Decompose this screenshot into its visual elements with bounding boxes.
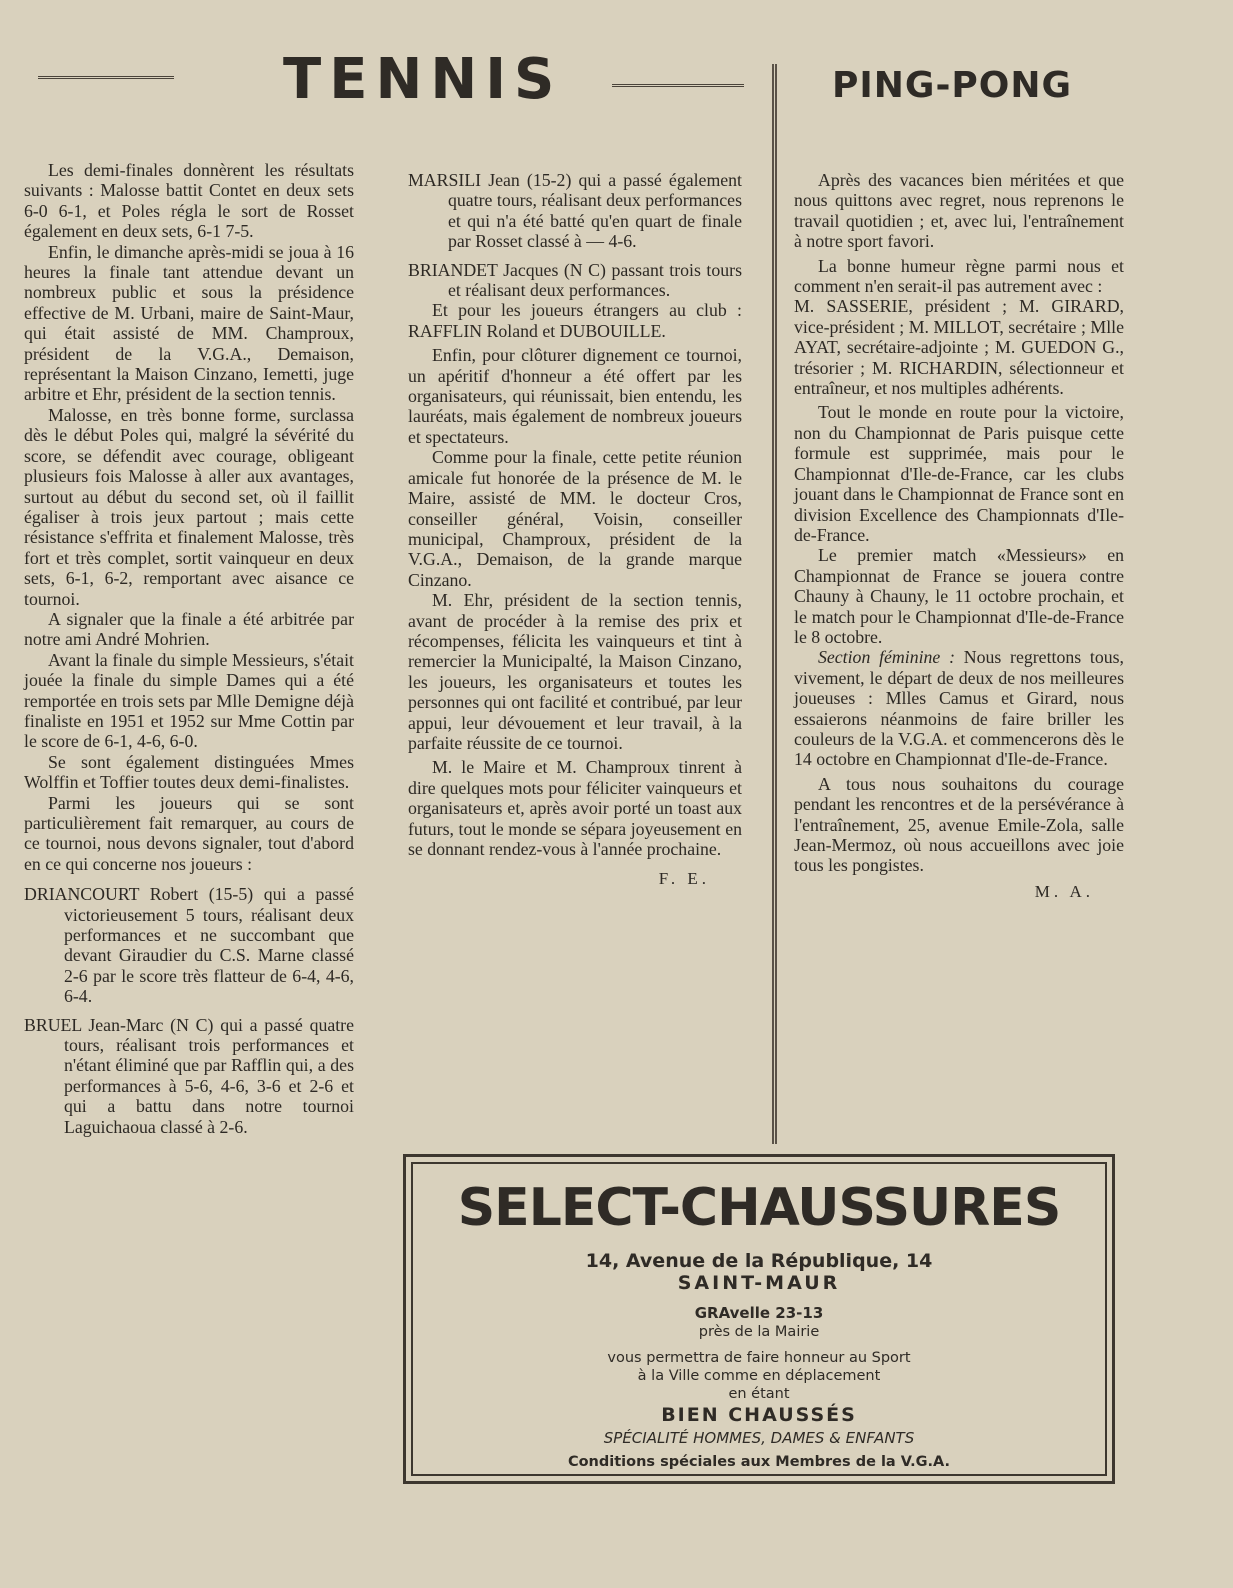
pingpong-heading: PING-PONG xyxy=(832,65,1073,106)
feminine-text: Nous regrettons tous, vivement, le départ de deux de nos meilleures joueuses : Mlles Camus et Girard, nous essaierons néanmoins de faire briller les couleurs de la V.G.A. et commencerons dès le 14 octobre en Championnat d'Ile-de-France. xyxy=(794,647,1124,770)
ad-line-3: en étant xyxy=(728,1386,790,1402)
ad-near: près de la Mairie xyxy=(698,1324,820,1340)
advertisement xyxy=(403,1154,1115,1484)
article-paragraph: Le premier match «Messieurs» en Championnat de France se jouera contre Chauny à Chauny, le 11 octobre prochain, et le match pour le Championnat d'Ile-de-France le 8 octobre. xyxy=(794,545,1124,647)
player-entry: MARSILI Jean (15-2) qui a passé également quatre tours, réalisant deux performances et qui n'a été batté qu'en quart de finale par Rosset classé à — 4-6. xyxy=(408,170,742,252)
article-paragraph: Les demi-finales donnèrent les résultats suivants : Malosse battit Contet en deux sets 6-0 6-1, et Poles régla le sort de Rosset également en deux sets, 6-1 7-5. xyxy=(24,160,354,242)
player-entry: BRIANDET Jacques (N C) passant trois tours et réalisant deux performances. xyxy=(408,259,742,301)
ad-bien-chausses: BIEN CHAUSSÉS xyxy=(661,1404,857,1426)
article-paragraph: Après des vacances bien méritées et que nous quittons avec regret, nous reprenons le travail quotidien ; et, avec lui, l'entraînement à notre sport favori. xyxy=(794,170,1124,252)
article-paragraph: La bonne humeur règne parmi nous et comment n'en serait-il pas autrement avec : xyxy=(794,255,1124,297)
pingpong-column xyxy=(794,170,1124,902)
article-paragraph: M. le Maire et M. Champroux tinrent à dire quelques mots pour féliciter vainqueurs et organisateurs et, après avoir porté un toast aux futurs, tout le monde se sépara joyeusement en se donnant rendez-vous à l'année prochaine. xyxy=(408,757,742,859)
player-entry: DRIANCOURT Robert (15-5) qui a passé victorieusement 5 tours, réalisant deux performances et ne succombant que devant Giraudier du C.S. Marne classé 2-6 par le score très flatteur de 6-4, 4-6, 6-4. xyxy=(24,884,354,1007)
ad-speciality: SPÉCIALITÉ HOMMES, DAMES & ENFANTS xyxy=(603,1429,915,1447)
article-paragraph: A tous nous souhaitons du courage pendant les rencontres et de la persévérance à l'entraînement, 25, avenue Emile-Zola, salle Jean-Mermoz, où nous accueillons avec joie tous les pongistes. xyxy=(794,773,1124,876)
pingpong-signature: M. A. xyxy=(1034,881,1094,901)
advertisement-inner-frame xyxy=(411,1162,1107,1476)
feminine-label: Section féminine : xyxy=(818,647,955,668)
feminine-paragraph xyxy=(794,647,1124,769)
ad-line-2: à la Ville comme en déplacement xyxy=(637,1368,881,1384)
right-title-rule xyxy=(612,84,744,87)
tennis-column-1 xyxy=(24,160,354,1137)
officers-list: M. SASSERIE, président ; M. GIRARD, vice-président ; M. MILLOT, secrétaire ; Mlle AYAT, secrétaire-adjointe ; M. GUEDON G., trésorier ; M. RICHARDIN, sélectionneur et entraîneur, et nos multiples adhérents. xyxy=(794,296,1124,399)
ad-phone: GRAvelle 23-13 xyxy=(694,1304,824,1322)
article-paragraph: Malosse, en très bonne forme, surclassa dès le début Poles qui, malgré la sévérité du score, se défendit avec courage, obligeant plusieurs fois Malosse à aller aux avantages, surtout au début du second set, où il faillit égaliser à trois jeux partout ; mais cette résistance s'effrita et finalement Malosse, très fort et très complet, sortit vainqueur en deux sets, 6-1, 6-2, remportant avec aisance ce tournoi. xyxy=(24,404,354,609)
ad-shop-name: SELECT-CHAUSSURES xyxy=(457,1178,1061,1238)
left-title-rule xyxy=(38,76,174,79)
article-paragraph: M. Ehr, président de la section tennis, avant de procéder à la remise des prix et récompenses, félicita les vainqueurs et tint à remercier la Municipalté, la Maison Cinzano, les joueurs, les organisateurs et toutes les personnes qui ont facilité et contribué, par leur appui, leur dévouement et leur travail, à la parfaite réussite de ce tournoi. xyxy=(408,590,742,753)
article-paragraph: Enfin, pour clôturer dignement ce tournoi, un apéritif d'honneur a été offert par les organisateurs, qui réunissait, bien entendu, les lauréats, mais également de nombreux joueurs et spectateurs. xyxy=(408,345,742,447)
player-entry: BRUEL Jean-Marc (N C) qui a passé quatre tours, réalisant trois performances et n'étant éliminé que par Rafflin qui, a des performances à 5-6, 4-6, 3-6 et 2-6 et qui a battu dans notre tournoi Laguichaoua classé à 2-6. xyxy=(24,1014,354,1137)
ad-conditions: Conditions spéciales aux Membres de la V.G.A. xyxy=(567,1454,951,1470)
article-paragraph: A signaler que la finale a été arbitrée par notre ami André Mohrien. xyxy=(24,608,354,650)
ad-address: 14, Avenue de la République, 14 xyxy=(585,1250,933,1272)
article-paragraph: Et pour les joueurs étrangers au club : RAFFLIN Roland et DUBOUILLE. xyxy=(408,300,742,341)
article-paragraph: Se sont également distinguées Mmes Wolffin et Toffier toutes deux demi-finalistes. xyxy=(24,751,354,793)
article-paragraph: Tout le monde en route pour la victoire, non du Championnat de Paris puisque cette formule est supprimée, mais pour le Championnat d'Ile-de-France, car les clubs jouant dans le Championnat de France sont en division Excellence des Championnats d'Ile-de-France. xyxy=(794,402,1124,545)
tennis-column-2 xyxy=(408,170,742,890)
article-paragraph: Enfin, le dimanche après-midi se joua à 16 heures la finale tant attendue devant un nombreux public et sous la présidence effective de M. Urbani, maire de Saint-Maur, qui était assisté de MM. Champroux, président de la V.G.A., Demaison, représentant la Maison Cinzano, Iemetti, juge arbitre et Ehr, président de la section tennis. xyxy=(24,241,354,405)
tennis-heading: TENNIS xyxy=(283,47,563,112)
article-paragraph: Avant la finale du simple Messieurs, s'était jouée la finale du simple Dames qui a été remportée en trois sets par Mlle Demigne déjà finaliste en 1951 et 1952 sur Mme Cottin par le score de 6-1, 4-6, 6-0. xyxy=(24,649,354,752)
article-paragraph: Parmi les joueurs qui se sont particulièrement fait remarquer, au cours de ce tournoi, nous devons signaler, tout d'abord en ce qui concerne nos joueurs : xyxy=(24,792,354,874)
tennis-signature: F. E. xyxy=(658,869,710,889)
column-divider xyxy=(772,64,777,1144)
article-paragraph: Comme pour la finale, cette petite réunion amicale fut honorée de la présence de M. le Maire, assisté de MM. le docteur Cros, conseiller général, Voisin, conseiller municipal, Champroux, président de la V.G.A., Demaison, de la grande marque Cinzano. xyxy=(408,447,742,590)
ad-city: SAINT-MAUR xyxy=(677,1272,841,1294)
ad-line-1: vous permettra de faire honneur au Sport xyxy=(607,1350,911,1366)
